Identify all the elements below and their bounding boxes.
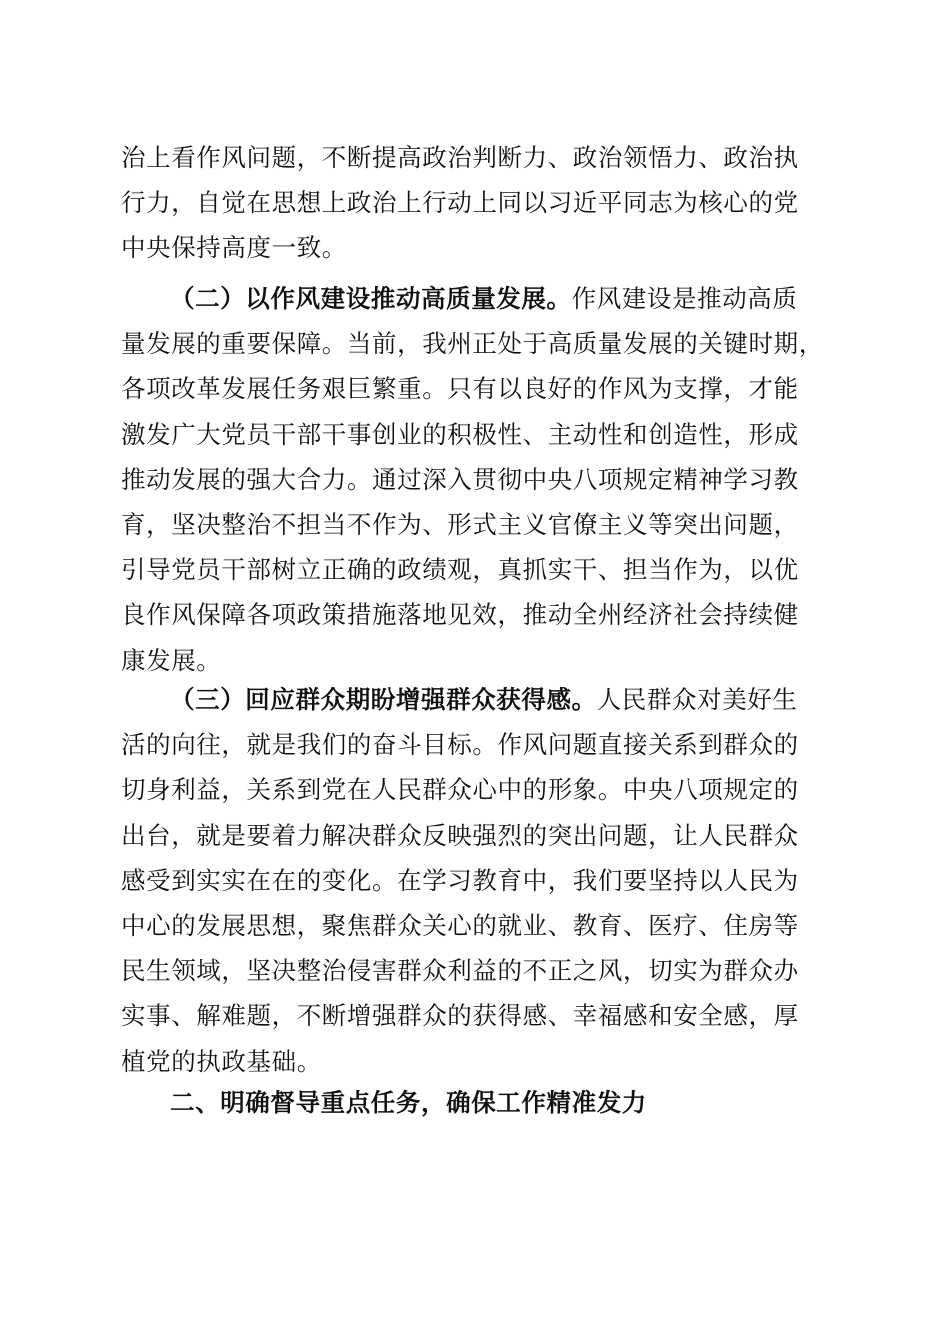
text-line: 育，坚决整治不担当不作为、形式主义官僚主义等突出问题， [121, 510, 799, 540]
text-line: 实事、解难题，不断增强群众的获得感、幸福感和安全感，厚 [121, 1001, 799, 1031]
text-line: 切身利益，关系到党在人民群众心中的形象。中央八项规定的 [121, 775, 799, 805]
paragraph-continuation [121, 135, 831, 271]
text-line: 中心的发展思想，聚焦群众关心的就业、教育、医疗、住房等 [121, 911, 799, 941]
text-line: 量发展的重要保障。当前，我州正处于高质量发展的关键时期， [121, 329, 824, 359]
text-line: 出台，就是要着力解决群众反映强烈的突出问题，让人民群众 [121, 820, 799, 850]
text-line: 植党的执政基础。 [121, 1046, 322, 1076]
text-line: 推动发展的强大合力。通过深入贯彻中央八项规定精神学习教 [121, 464, 799, 494]
paragraph-lead-heading: （三）回应群众期盼增强群众获得感。 [170, 685, 597, 714]
text-line: 行力，自觉在思想上政治上行动上同以习近平同志为核心的党 [121, 188, 799, 218]
text-line: 治上看作风问题，不断提高政治判断力、政治领悟力、政治执 [121, 143, 799, 172]
text-line: 感受到实实在在的变化。在学习教育中，我们要坚持以人民为 [121, 865, 799, 895]
text-line [121, 677, 831, 722]
text-line: 各项改革发展任务艰巨繁重。只有以良好的作风为支撑，才能 [121, 374, 799, 404]
paragraph-public-expectations [121, 677, 831, 1084]
text-line: 康发展。 [121, 645, 222, 675]
text-line: 中央保持高度一致。 [121, 233, 347, 263]
text-line: 民生领域，坚决整治侵害群众利益的不正之风，切实为群众办 [121, 956, 799, 986]
section-heading: 二、明确督导重点任务，确保工作精准发力 [170, 1088, 647, 1117]
text-line: 引导党员干部树立正确的政绩观，真抓实干、担当作为，以优 [121, 555, 799, 585]
paragraph-high-quality-development [121, 276, 831, 683]
text-line: 良作风保障各项政策措施落地见效，推动全州经济社会持续健 [121, 600, 799, 630]
text-line [121, 276, 831, 321]
text-segment: 人民群众对美好生 [596, 685, 798, 714]
text-line: 活的向往，就是我们的奋斗目标。作风问题直接关系到群众的 [121, 730, 799, 760]
text-line: 激发广大党员干部干事创业的积极性、主动性和创造性，形成 [121, 419, 799, 449]
text-segment: 作风建设是推动高质 [571, 284, 798, 313]
paragraph-lead-heading: （二）以作风建设推动高质量发展。 [170, 284, 572, 313]
